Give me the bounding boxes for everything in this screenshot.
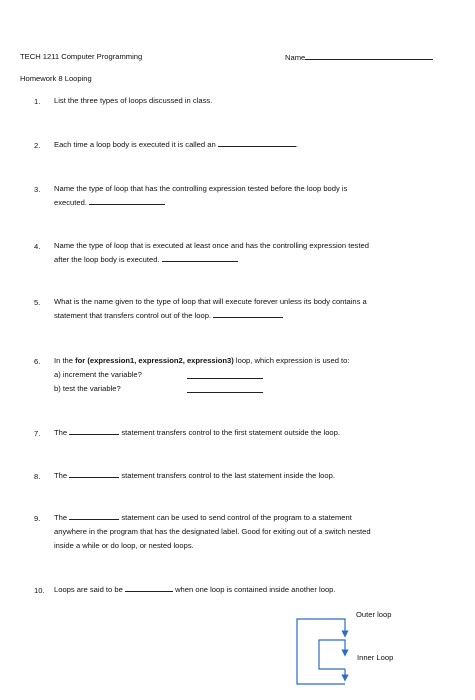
- inner-loop-label: Inner Loop: [357, 653, 394, 662]
- question-number: 10.: [34, 586, 45, 595]
- question-number: 1.: [34, 97, 41, 106]
- question-number: 6.: [34, 357, 41, 366]
- question-5-text: What is the name given to the type of loop that will execute forever unless its body contains a statement that transfers control out of the loop.: [54, 297, 367, 320]
- question-6b: b) test the variable?: [54, 384, 121, 393]
- question-1-text: List the three types of loops discussed in class.: [54, 96, 213, 105]
- question-number: 9.: [34, 514, 41, 523]
- outer-loop-label: Outer loop: [356, 610, 392, 619]
- question-number: 2.: [34, 141, 41, 150]
- question-number: 4.: [34, 242, 41, 251]
- course-title: TECH 1211 Computer Programming: [20, 52, 143, 61]
- inner-loop-arrow: [319, 640, 345, 669]
- question-6-text: In the for (expression1, expression2, expression3) loop, which expression is used to:: [54, 356, 350, 365]
- name-label: Name: [285, 53, 306, 62]
- question-10-text: Loops are said to be when one loop is contained inside another loop.: [54, 585, 336, 594]
- question-number: 5.: [34, 298, 41, 307]
- question-number: 8.: [34, 472, 41, 481]
- question-number: 3.: [34, 185, 41, 194]
- question-7-text: The statement transfers control to the first statement outside the loop.: [54, 428, 340, 437]
- question-2-text: Each time a loop body is executed it is called an .: [54, 140, 298, 149]
- outer-loop-arrow: [297, 619, 345, 684]
- question-8-text: The statement transfers control to the last statement inside the loop.: [54, 471, 335, 480]
- homework-subtitle: Homework 8 Looping: [20, 74, 92, 83]
- question-3-text: Name the type of loop that has the controlling expression tested before the loop body is executed.: [54, 184, 348, 207]
- question-9-text: The statement can be used to send control of the program to a statement anywhere in the program that has the designated label. Good for exiting out of a switch nested inside a while or do loop, or nested loops.: [54, 513, 371, 550]
- question-6a: a) increment the variable?: [54, 370, 142, 379]
- question-4-text: Name the type of loop that is executed at least once and has the controlling expression tested after the loop body is executed.: [54, 241, 369, 264]
- question-number: 7.: [34, 429, 41, 438]
